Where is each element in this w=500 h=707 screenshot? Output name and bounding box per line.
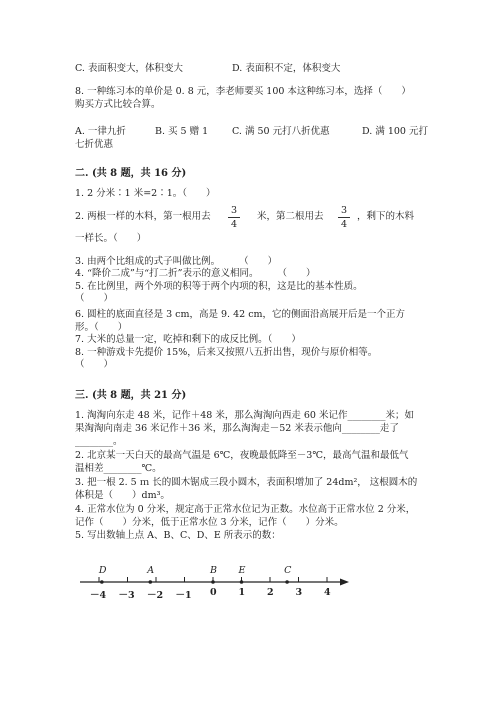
point-d-label: D — [98, 565, 107, 576]
s2-q2-fraction1 — [228, 205, 240, 230]
point-c-label: C — [284, 565, 292, 576]
q8-option-b: B. 买 5 赠 1 — [155, 126, 209, 137]
s3-q1-line2: 果淘淘向南走 36 米记作＋36 米，那么淘淘走－52 米表示他向________走了 — [75, 423, 399, 434]
fraction1-denominator: 4 — [230, 219, 238, 230]
point-e-dot — [240, 580, 244, 584]
s3-q2-line1: 2. 北京某一天白天的最高气温是 6℃，夜晚最低降至－3℃，最高气温和最低气 — [75, 450, 409, 461]
q7-option-c: C. 表面积变大，体积变大 — [75, 63, 183, 74]
tick-label: 3 — [295, 587, 303, 598]
point-d-dot — [100, 580, 104, 584]
s2-q5-line1: 5. 在比例里，两个外项的积等于两个内项的积，这是比的基本性质。 — [75, 281, 363, 292]
s3-q1-line1: 1. 淘淘向东走 48 米，记作＋48 米，那么淘淘向西走 60 米记作________米；如 — [75, 410, 414, 421]
s3-q4-line2: 记作（ ）分米，低于正常水位 3 分米，记作（ ）分米。 — [75, 517, 344, 528]
point-b-dot — [211, 580, 215, 584]
tick-label: 0 — [210, 587, 217, 598]
section3-title: 三. (共 8 题，共 21 分) — [75, 390, 187, 401]
q8-stem-line2: 购买方式比较合算。 — [75, 99, 161, 110]
s3-q3-line1: 3. 把一根 2. 5 ｍ 长的圆木锯成三段小圆木，表面积增加了 24dm²， 这根圆木的 — [75, 477, 418, 488]
number-line-arrowhead — [340, 579, 349, 586]
s2-q7: 7. 大米的总量一定，吃掉和剩下的成反比例。（ ） — [75, 334, 301, 345]
point-a-dot — [149, 580, 153, 584]
tick-label: 4 — [324, 587, 331, 598]
s2-q6-line2: 形。（ ） — [75, 322, 128, 333]
s2-q2-part1: 2. 两根一样的木料，第一根用去 — [75, 211, 211, 222]
s3-q5: 5. 写出数轴上点 A、B、C、D、E 所表示的数： — [75, 530, 281, 541]
q8-option-d-cont: 七折优惠 — [75, 139, 114, 150]
s2-q2-part3: ，剩下的木料 — [357, 211, 415, 222]
s2-q2-line2: 一样长。（ ） — [75, 233, 147, 244]
s2-q5-line2: （ ） — [75, 293, 114, 304]
s2-q2-fraction2 — [338, 205, 350, 230]
point-b-label: B — [210, 565, 217, 576]
fraction-bar — [228, 217, 240, 218]
tick-label: －4 — [90, 590, 107, 601]
fraction2-denominator: 4 — [340, 219, 348, 230]
s3-q1-line3: ________。 — [75, 436, 123, 447]
point-e-label: E — [238, 565, 246, 576]
fraction-bar — [338, 217, 350, 218]
s2-q1: 1. 2 分米∶1 米=2∶1。（ ） — [75, 188, 216, 199]
tick-label: －1 — [175, 590, 192, 601]
q8-option-c: C. 满 50 元打八折优惠 — [232, 126, 330, 137]
fraction2-numerator: 3 — [340, 205, 348, 216]
section2-title: 二. (共 8 题，共 16 分) — [75, 168, 187, 179]
s3-q2-line2: 温相差________℃。 — [75, 463, 162, 474]
s2-q3: 3. 由两个比组成的式子叫做比例。 （ ） — [75, 256, 278, 267]
tick-label: －2 — [147, 590, 164, 601]
tick-label: －3 — [118, 590, 135, 601]
q8-stem-line1: 8. 一种练习本的单价是 0. 8 元，李老师要买 100 本这种练习本，选择（ ） — [75, 86, 411, 97]
point-c-dot — [285, 580, 289, 584]
q7-option-d: D. 表面积不定，体积变大 — [232, 63, 341, 74]
tick-label: 2 — [267, 587, 274, 598]
s2-q8-line2: （ ） — [75, 359, 114, 370]
s2-q4: 4. “降价二成”与“打二折”表示的意义相同。 （ ） — [75, 268, 316, 279]
s3-q4-line1: 4. 正常水位为 0 分米，规定高于正常水位记为正数。水位高于正常水位 2 分米， — [75, 504, 416, 515]
point-a-label: A — [147, 565, 155, 576]
s2-q2-part2: 米，第二根用去 — [257, 211, 324, 222]
tick-label: 1 — [238, 587, 246, 598]
s2-q8-line1: 8. 一种游戏卡先提价 15%，后来又按照八五折出售，现价与原价相等。 — [75, 347, 378, 358]
s3-q3-line2: 体积是（ ）dm³。 — [75, 490, 170, 501]
fraction1-numerator: 3 — [230, 205, 238, 216]
q8-option-a: A. 一律九折 — [75, 126, 126, 137]
s2-q6-line1: 6. 圆柱的底面直径是 3 cm，高是 9. 42 cm，它的侧面沿高展开后是一个正方 — [75, 309, 406, 320]
q8-option-d: D. 满 100 元打 — [362, 126, 428, 137]
